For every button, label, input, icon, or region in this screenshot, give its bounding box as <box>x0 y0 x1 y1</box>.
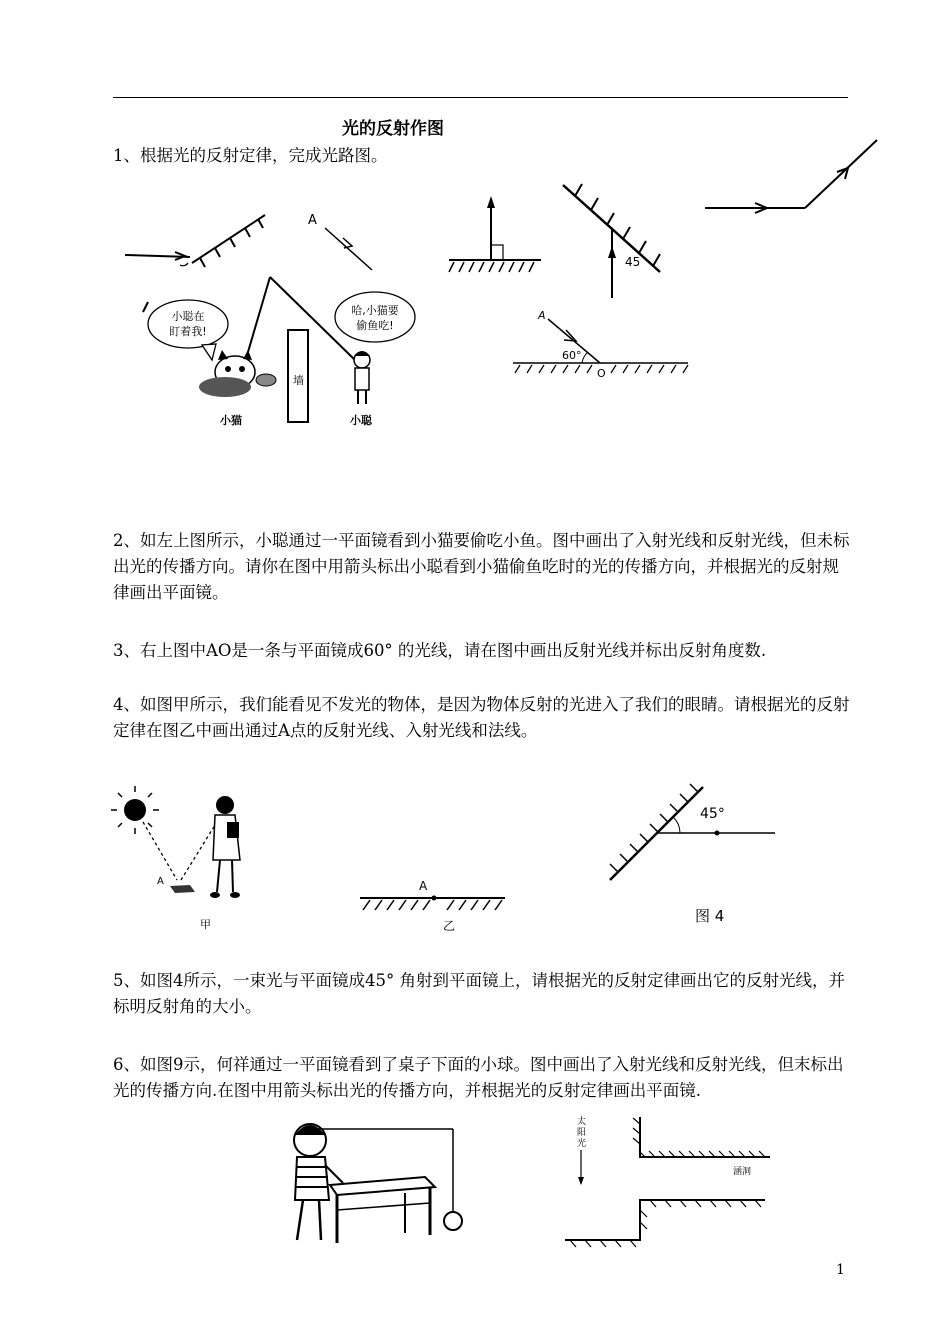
angle-45-label: 45 <box>625 255 641 269</box>
q1-mirror-figure <box>120 205 270 275</box>
cat-bubble-line-1: 小聪在 <box>171 310 205 323</box>
q3-ao-figure <box>510 305 690 380</box>
cat-bubble-line-2: 盯着我! <box>169 325 207 338</box>
q6-tunnel-figure <box>555 1112 780 1252</box>
jia-label: 甲 <box>200 918 211 931</box>
question-1: 1、根据光的反射定律，完成光路图。 <box>113 146 388 165</box>
q1-45-mirror-figure <box>555 180 675 305</box>
q6-table-figure <box>275 1115 475 1250</box>
q4-figure-jia <box>115 780 265 935</box>
ball-icon <box>444 1212 462 1230</box>
q1-point-a-figure <box>300 208 390 278</box>
cat-label: 小猫 <box>220 414 242 427</box>
q5-figure-4 <box>600 780 790 930</box>
q3-angle-label: 60° <box>562 349 582 362</box>
sunlight-label-1: 太 <box>577 1117 587 1127</box>
q1-bent-ray-figure <box>700 135 885 220</box>
q2-cat-boy-figure <box>140 272 440 432</box>
yi-point-a-label: A <box>419 879 428 893</box>
point-a-label: A <box>308 213 317 228</box>
q1-vertical-ray-figure <box>446 190 546 275</box>
question-4: 4、如图甲所示，我们能看见不发光的物体，是因为物体反射的光进入了我们的眼睛。请根据光的反射定律在图乙中画出通过A点的反射光线、入射光线和法线。 <box>113 695 850 740</box>
question-3: 3、右上图中AO是一条与平面镜成60° 的光线，请在图中画出反射光线并标出反射角度数. <box>113 641 767 660</box>
boy-label: 小聪 <box>350 414 372 427</box>
girl-illustration <box>210 796 240 898</box>
q4-figure-yi <box>355 870 515 935</box>
boy-bubble-line-2: 偷鱼吃! <box>356 319 394 332</box>
question-2: 2、如左上图所示，小聪通过一平面镜看到小猫要偷吃小鱼。图中画出了入射光线和反射光线，但未标出光的传播方向。请你在图中用箭头标出小聪看到小猫偷鱼吃时的光的传播方向，并根据光的反射规律画出平面镜。 <box>113 531 850 602</box>
boy-illustration <box>354 351 370 404</box>
sun-icon <box>111 786 159 834</box>
sunlight-label-3: 光 <box>577 1139 587 1149</box>
sunlight-label-2: 阳 <box>577 1128 587 1138</box>
jia-point-a-label: A <box>157 876 164 887</box>
table-illustration <box>330 1177 435 1243</box>
tunnel-label: 涵洞 <box>733 1167 752 1177</box>
question-5: 5、如图4所示，一束光与平面镜成45° 角射到平面镜上，请根据光的反射定律画出它的反射光线，并标明反射角的大小。 <box>113 971 845 1016</box>
q3-point-a-label: A <box>538 309 546 322</box>
page-number: 1 <box>836 1262 845 1278</box>
fig4-angle-label: 45° <box>700 806 725 822</box>
boy-bubble-line-1: 哈,小猫要 <box>351 304 399 317</box>
fig4-caption: 图 4 <box>695 907 725 925</box>
header-rule <box>113 97 848 98</box>
question-6: 6、如图9示，何祥通过一平面镜看到了桌子下面的小球。图中画出了入射光线和反射光线，但末标出光的传播方向.在图中用箭头标出光的传播方向，并根据光的反射定律画出平面镜. <box>113 1055 844 1100</box>
yi-label: 乙 <box>443 919 456 933</box>
page-title: 光的反射作图 <box>342 119 444 139</box>
q3-point-o-label: O <box>597 367 606 380</box>
wall-label: 墙 <box>293 374 304 387</box>
